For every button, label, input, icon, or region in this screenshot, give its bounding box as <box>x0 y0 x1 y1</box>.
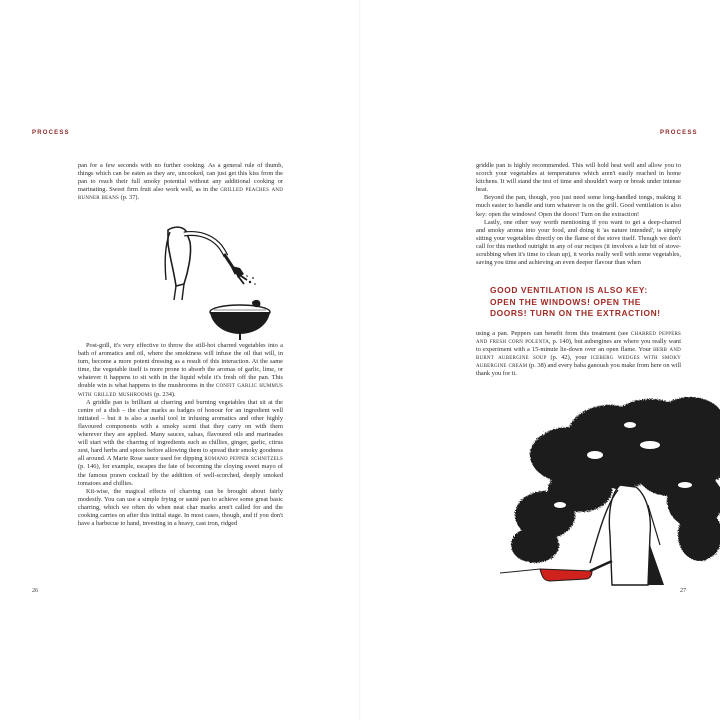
text-run: (p. 38) and every baba ganoush you make from here on will thank you for it. <box>476 362 681 378</box>
pull-quote-line-3: DOORS! TURN ON THE EXTRACTION! <box>490 308 661 318</box>
grill-chef-illustration <box>140 222 280 340</box>
text-run: A griddle pan is brilliant at charring and burning vegetables that sit at the centre of a dish – the char marks as badges of honour for an ingredient well initiated – but it is also a useful tool in infusing aromatics and other highly flavoured components with a smoky scent that they carry on with them wherever they are applied. Many sauces, salsas, flavoured oils and marinades will start with the charring of ingredients such as chillies, ginger, garlic, citrus zest, hard herbs and spices before allowing them to spread their smoky goodness all around. A Marie Rose sauce used for dipping <box>78 398 283 463</box>
text-run: (p. 37). <box>119 194 140 202</box>
page-number-left: 26 <box>32 588 38 594</box>
running-head-right: PROCESS <box>660 130 698 136</box>
right-paragraph-2 <box>476 194 681 218</box>
text-run: using a pan. Peppers can benefit from this treatment (see <box>476 330 631 337</box>
left-paragraph-4 <box>78 488 283 528</box>
page-number-right: 27 <box>680 588 686 594</box>
text-run: pan for a few seconds with no further cooking. As a general rule of thumb, things which can be eaten as they are, uncooked, can just get this kiss from the pan to reach their full smoky potential without any additional cooking or marinating. Sweet firm fruit also work well, as in the <box>78 162 283 194</box>
recipe-reference: iceberg wedges with smoky aubergine cream <box>476 354 681 370</box>
left-paragraph-2 <box>78 342 283 399</box>
pull-quote-line-2: OPEN THE WINDOWS! OPEN THE <box>490 296 641 307</box>
text-run: griddle pan is highly recommended. This will hold heat well and allow you to scorch your vegetables at temperatures which aren't easily reached in home kitchens. It will stand the test of time and shouldn't warp or break under intense heat. <box>476 162 681 194</box>
right-paragraph-4 <box>476 330 681 379</box>
right-top-text <box>476 162 681 267</box>
recipe-reference: romano pepper schnitzels <box>204 455 284 463</box>
recipe-reference: grilled peaches and runner beans <box>78 186 283 202</box>
text-run: (p. 234). <box>152 390 176 398</box>
right-bottom-text <box>476 330 681 379</box>
left-bottom-text <box>78 342 283 528</box>
text-run: (p. 146), for example, escapes the fate of becoming the cloying sweet mayo of the famous prawn cocktail by the addition of well-scorched, deeply smoked tomatoes and chillies. <box>78 463 283 487</box>
pull-quote-line-1: GOOD VENTILATION IS ALSO KEY: <box>490 285 648 295</box>
left-paragraph-3 <box>78 399 283 488</box>
text-run: (p. 42), your <box>546 354 591 362</box>
text-run: , p. 140), but aubergines are where you really want to experiment with a 15-minute lie-down over an open flame. Your <box>476 338 681 354</box>
recipe-reference: confit garlic hummus with grilled mushrooms <box>78 382 283 398</box>
right-page <box>360 0 720 720</box>
right-paragraph-1 <box>476 162 681 194</box>
text-run: Lastly, one other way worth mentioning if you want to get a deep-charred and smoky aroma into your food, and doing it 'as nature intended', is simply sitting your vegetables directly on the flame of the stove itself. Though we don't call for this method outright in any of our recipes (it involves a fair bit of stove-scrubbing when it's time to clean up), it works really well with some vegetables, saving you time and achieving an even deeper flavour than when <box>476 218 681 267</box>
recipe-reference: herb and burnt aubergine soup <box>476 346 681 362</box>
pull-quote <box>490 285 690 320</box>
recipe-reference: charred peppers and fresh corn polenta <box>476 330 681 346</box>
left-top-text <box>78 162 283 202</box>
text-run: Post-grill, it's very effective to throw the still-hot charred vegetables into a bath of aromatics and oil, where the smokiness will infuse the oil that will, in turn, become a more potent dressing as a result of this interaction. At the same time, the vegetable itself is more prone to absorb the aromas of garlic, lime, or whatever it happens to sit with in the liquid while it's fresh off the pan. This double win is what happens to the mushrooms in the <box>78 342 283 390</box>
right-paragraph-3 <box>476 219 681 268</box>
left-paragraph-1 <box>78 162 283 202</box>
text-run: Beyond the pan, though, you just need some long-handled tongs, making it much easier to handle and turn whatever is on the grill. Good ventilation is also key: open the windows! Open the doors! Turn on the extraction! <box>476 194 681 218</box>
text-run: Kit-wise, the magical effects of charring can be brought about fairly modestly. You can use a simple frying or sauté pan to achieve some great basic charring, which we often do when neat char marks aren't called for and the cooking carries on after this initial stage. In most cases, though, and if you don't have a barbecue to hand, investing in a heavy, cast iron, ridged <box>78 487 283 528</box>
running-head-left: PROCESS <box>32 130 70 136</box>
smoke-pan-illustration <box>500 395 720 595</box>
